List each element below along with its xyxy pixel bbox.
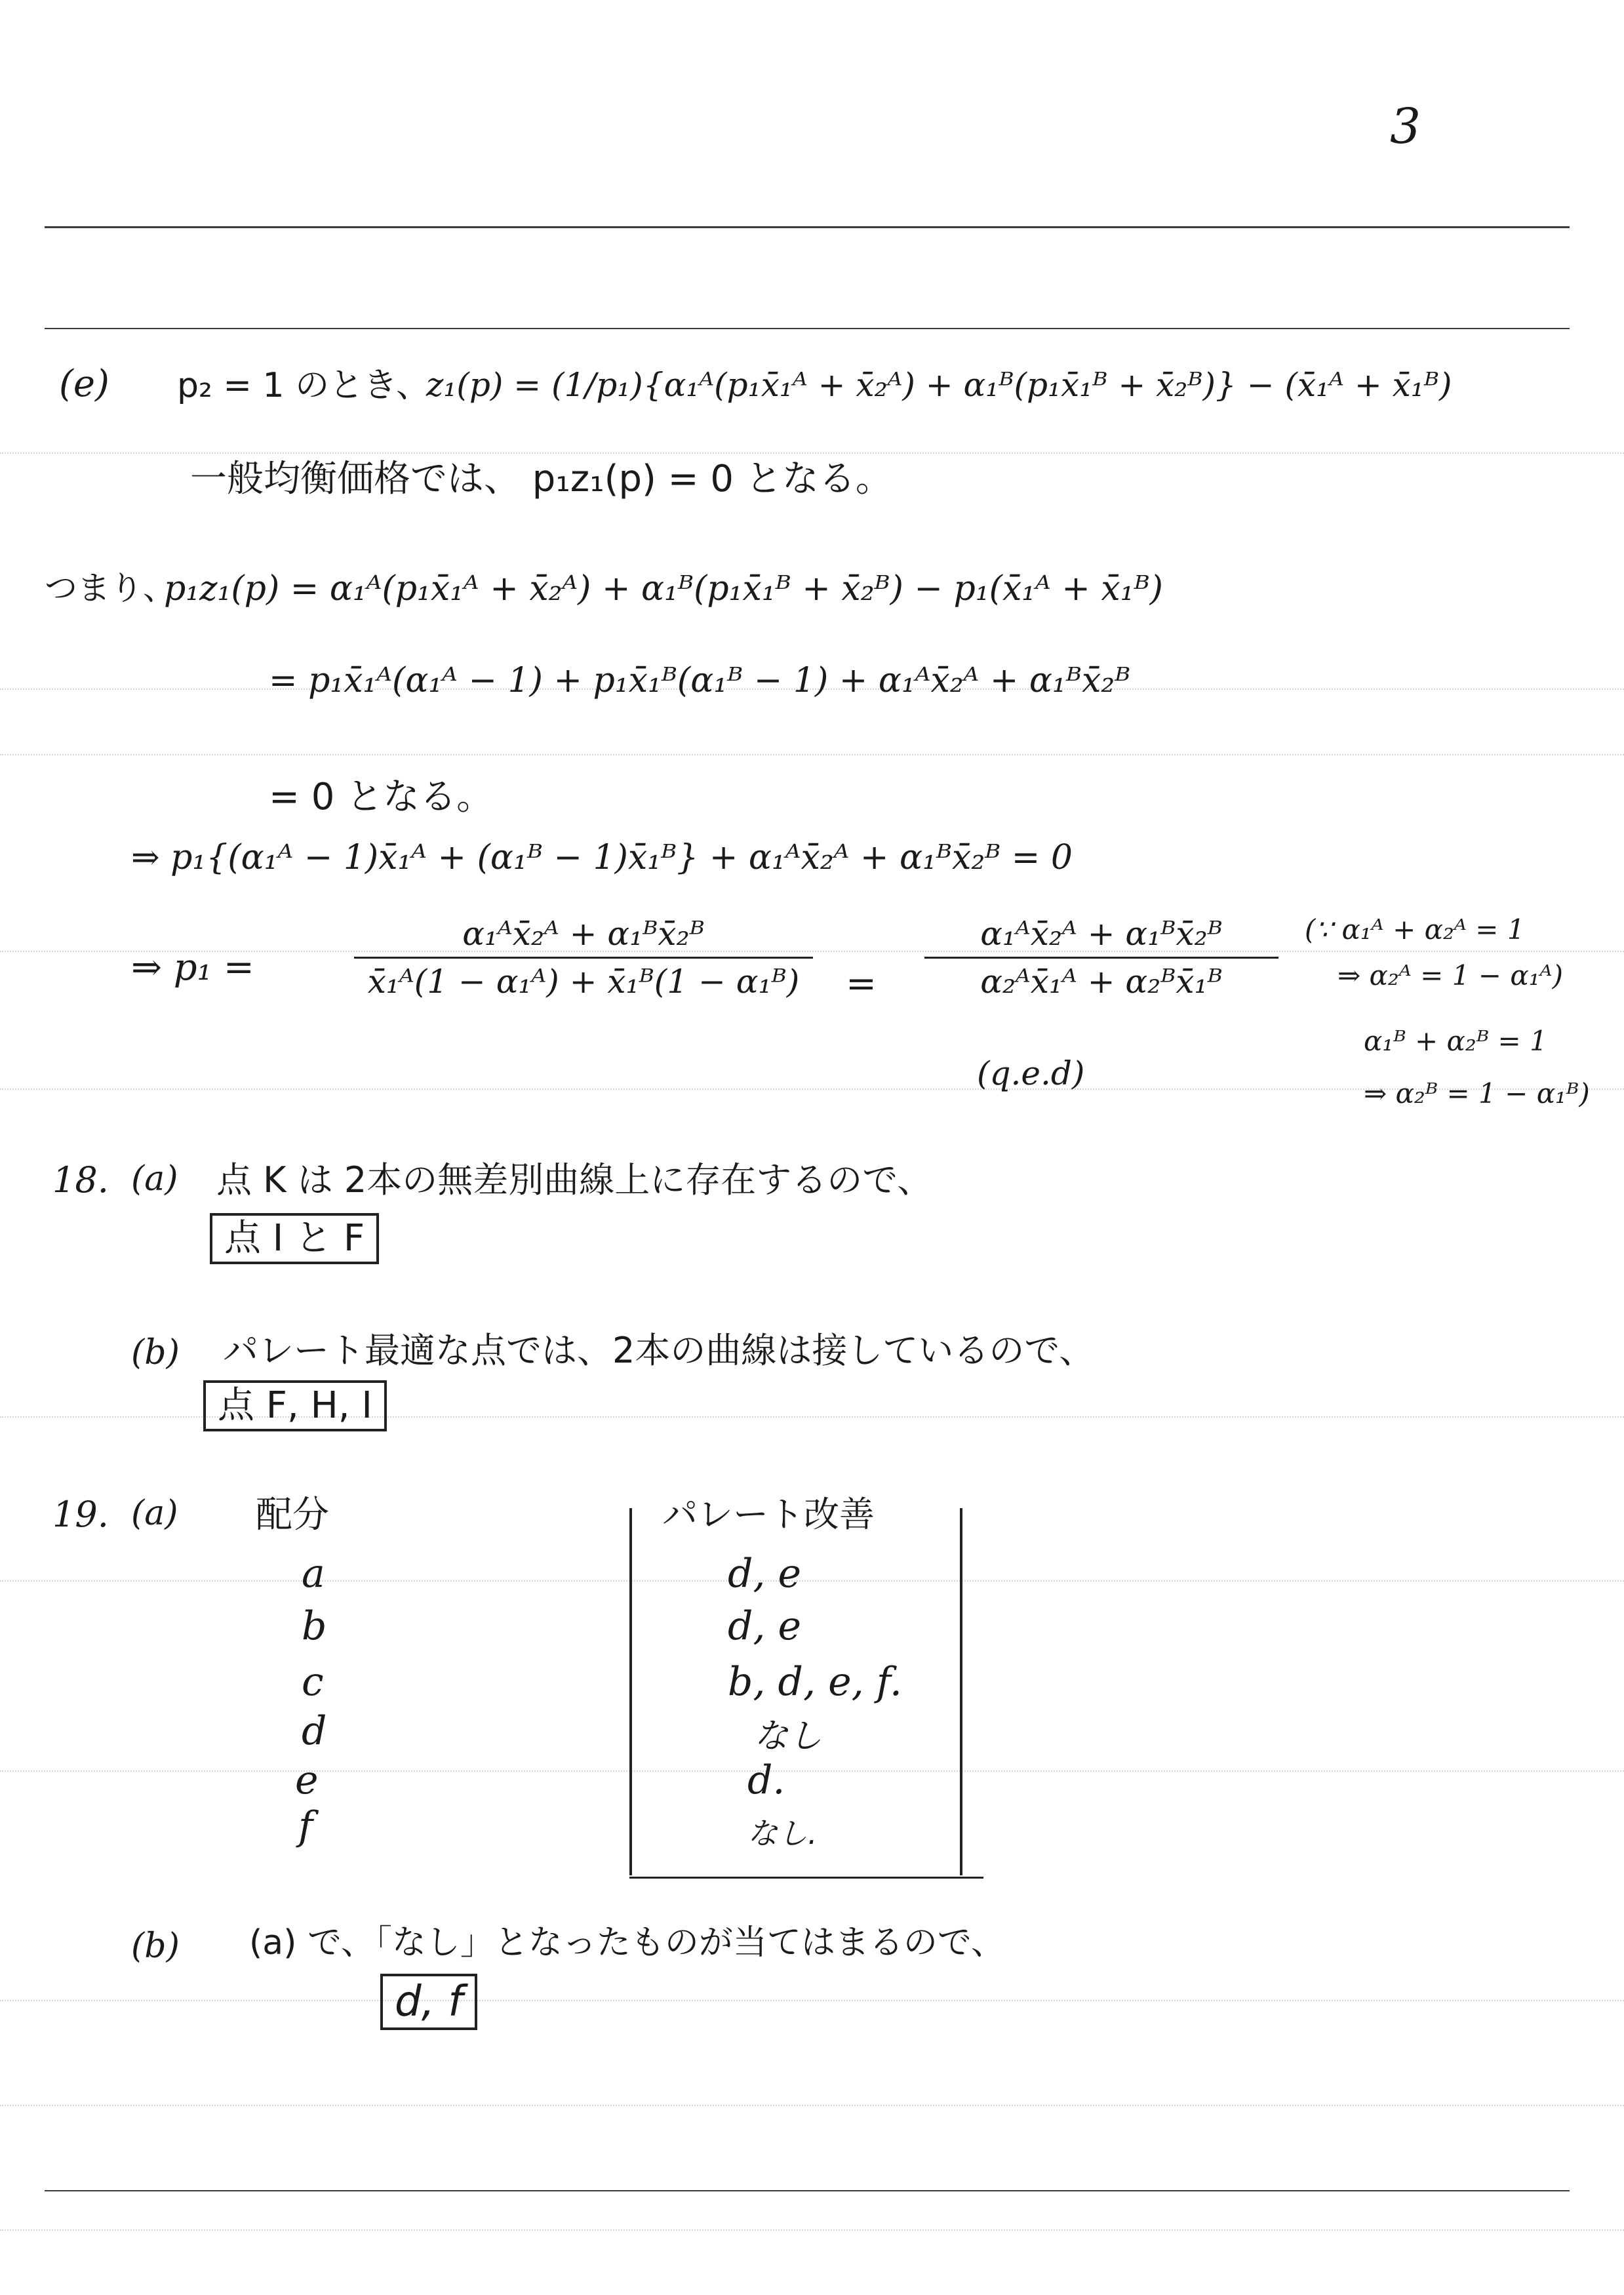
rule-line [0,2229,1624,2231]
list-item: b [302,1603,327,1649]
problem-18-a-label: (a) [131,1159,178,1199]
problem-18-a-answer: 点 I と F [210,1213,379,1264]
problem-19-number: 19. [52,1494,109,1535]
problem-19-b-answer-box [380,1974,477,2030]
problem-e-note-3: α₁ᴮ + α₂ᴮ = 1 [1364,1025,1547,1057]
problem-e-derivation-2: = p₁x̄₁ᴬ(α₁ᴬ − 1) + p₁x̄₁ᴮ(α₁ᴮ − 1) + α₁ᴬx̄₂ᴬ + α₁ᴮx̄₂ᴮ [269,661,1131,700]
problem-18-b-answer-box [203,1380,387,1431]
problem-e-p1-equals: ⇒ p₁ = [131,946,254,989]
fraction-2-numerator: α₁ᴬx̄₂ᴬ + α₁ᴮx̄₂ᴮ [980,915,1223,953]
rule-line [0,2000,1624,2001]
section-rule [45,328,1570,329]
list-item: b, d, e, f. [728,1659,902,1705]
footer-rule [45,2190,1570,2191]
problem-e-label: (e) [59,363,109,405]
problem-e-derivation-3: = 0 となる。 [269,776,494,818]
problem-18-a-text: 点 K は 2本の無差別曲線上に存在するので、 [216,1159,933,1201]
problem-18-number: 18. [52,1159,109,1201]
rule-line [0,452,1624,454]
problem-e-note-2: ⇒ α₂ᴬ = 1 − α₁ᴬ) [1337,959,1564,991]
list-item: a [302,1551,325,1597]
problem-19-b-answer: d, f [380,1974,477,2030]
fraction-2-denominator: α₂ᴬx̄₁ᴬ + α₂ᴮx̄₁ᴮ [924,957,1278,1001]
problem-18-b-answer: 点 F, H, I [203,1380,387,1431]
problem-e-qed: (q.e.d) [977,1054,1085,1092]
list-item: なし [754,1717,823,1756]
problem-e-note-1: (∵ α₁ᴬ + α₂ᴬ = 1 [1305,913,1525,946]
problem-e-fraction-2 [924,915,1278,1001]
problem-18-a-answer-box [210,1213,379,1264]
problem-e-equilibrium-text: 一般均衡価格では、 p₁z₁(p) = 0 となる。 [190,458,892,500]
problem-19-a-label: (a) [131,1494,178,1533]
list-item: d, e [728,1603,802,1649]
problem-e-derivation-1: p₁z₁(p) = α₁ᴬ(p₁x̄₁ᴬ + x̄₂ᴬ) + α₁ᴮ(p₁x̄₁ᴮ + x̄₂ᴮ) − p₁(x̄₁ᴬ + x̄₁ᴮ) [164,569,1163,609]
problem-e-tsumari: つまり、 [45,569,176,607]
problem-e-derivation-4: ⇒ p₁{(α₁ᴬ − 1)x̄₁ᴬ + (α₁ᴮ − 1)x̄₁ᴮ} + α₁ᴬx̄₂ᴬ + α₁ᴮx̄₂ᴮ = 0 [131,838,1073,877]
problem-e-fraction-1 [354,915,813,1001]
problem-19-col-pareto-header: パレート改善 [662,1494,875,1535]
problem-18-b-text: パレート最適な点では、2本の曲線は接しているので、 [223,1330,1095,1371]
rule-line [0,2105,1624,2106]
list-item: f [298,1803,313,1849]
fraction-1-numerator: α₁ᴬx̄₂ᴬ + α₁ᴮx̄₂ᴮ [462,915,705,953]
problem-e-z1-formula: z₁(p) = (1/p₁){α₁ᴬ(p₁x̄₁ᴬ + x̄₂ᴬ) + α₁ᴮ(p₁x̄₁ᴮ + x̄₂ᴮ)} − (x̄₁ᴬ + x̄₁ᴮ) [426,366,1452,404]
header-rule [45,226,1570,228]
list-item: d, e [728,1551,802,1597]
problem-19-col-allocation-header: 配分 [256,1494,329,1536]
list-item: c [302,1659,324,1705]
page-number: 3 [1390,98,1421,155]
problem-19-b-label: (b) [131,1926,180,1966]
problem-e-note-4: ⇒ α₂ᴮ = 1 − α₁ᴮ) [1364,1077,1590,1109]
problem-e-equals: = [846,963,877,1005]
list-item: d. [747,1757,785,1803]
problem-e-condition: p₂ = 1 のとき、 [177,366,431,405]
pareto-bracket-bottom [629,1877,983,1879]
problem-19-b-text: (a) で、「なし」となったものが当てはまるので、 [249,1923,1005,1963]
list-item: なし. [747,1816,818,1851]
rule-line [0,754,1624,755]
problem-18-b-label: (b) [131,1333,180,1372]
fraction-1-denominator: x̄₁ᴬ(1 − α₁ᴬ) + x̄₁ᴮ(1 − α₁ᴮ) [354,957,813,1001]
list-item: d [302,1708,327,1754]
list-item: e [295,1757,319,1803]
